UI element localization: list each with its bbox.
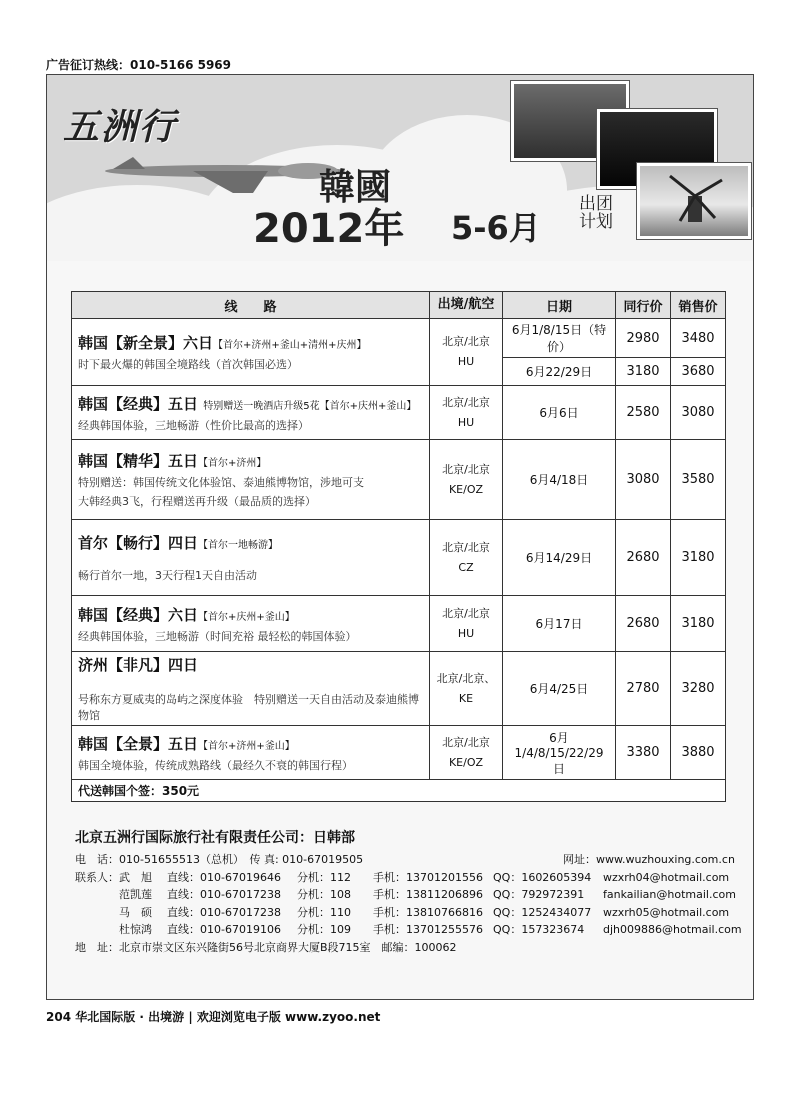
contact-ext: 分机：108 (297, 888, 351, 901)
header-sale-price: 销售价 (671, 292, 726, 319)
contact-name: 武 旭 (119, 870, 152, 884)
contact-ext: 分机：109 (297, 923, 351, 936)
website: 网址：www.wuzhouxing.com.cn (563, 853, 735, 866)
airline-route: 北京/北京 (442, 395, 490, 409)
date-cell: 6月14/29日 (503, 520, 616, 596)
route-description: 韩国全境体验，传统成熟路线（最经久不衰的韩国行程） (78, 758, 353, 772)
contact-row (75, 904, 735, 922)
route-title: 首尔【畅行】四日 (78, 534, 199, 552)
contact-line: 直线：010-67019646 (167, 870, 281, 884)
airline-cell (430, 440, 503, 520)
title-plan (579, 195, 619, 231)
route-description: 畅行首尔一地，3天行程1天自由活动 (78, 569, 257, 582)
page-footer: 204 华北国际版 · 出境游 | 欢迎浏览电子版 www.zyoo.net (46, 1010, 381, 1024)
route-title: 韩国【经典】六日 (78, 605, 199, 624)
contact-block (75, 851, 742, 956)
contact-qq: QQ：1602605394 (493, 870, 592, 884)
airplane-icon (93, 153, 355, 195)
contact-email: wzxrh04@hotmail.com (603, 870, 730, 884)
route-cell (72, 319, 430, 386)
header-airline: 出境/航空 (430, 292, 503, 319)
airline-code: CZ (458, 560, 474, 574)
table-row (72, 780, 726, 802)
airline-route: 北京/北京 (442, 606, 490, 620)
contact-mobile: 手机：13810766816 (373, 905, 483, 919)
sale-price-cell: 3180 (671, 520, 726, 596)
sale-price-cell: 3480 (671, 319, 726, 358)
contact-mobile: 手机：13701201556 (373, 870, 483, 884)
contact-line: 直线：010-67017238 (167, 888, 281, 901)
contact-qq: QQ：1252434077 (493, 905, 592, 919)
airline-route: 北京/北京 (442, 462, 490, 476)
tour-table (71, 291, 726, 802)
contact-line: 直线：010-67017238 (167, 905, 281, 919)
airline-cell (430, 726, 503, 780)
contact-name: 范凯莲 (119, 888, 152, 901)
contact-ext: 分机：112 (297, 870, 351, 884)
route-description: 经典韩国体验，三地畅游（性价比最高的选择） (78, 418, 309, 432)
title-month: 5-6月 (451, 209, 541, 247)
header-peer-price: 同行价 (616, 292, 671, 319)
route-title: 韩国【经典】五日 (78, 394, 199, 413)
airline-code: KE/OZ (448, 482, 484, 496)
table-row (72, 319, 726, 358)
airline-cell (430, 596, 503, 652)
peer-price-cell: 3380 (616, 726, 671, 780)
airline-route: 北京/北京 (442, 335, 490, 348)
table-row (72, 726, 726, 780)
phone-fax: 电 话：010-51655513（总机） 传 真: 010-67019505 (75, 853, 364, 866)
date-cell: 6月6日 (503, 386, 616, 440)
route-cell (72, 726, 430, 780)
address: 地 址：北京市崇文区东兴隆街56号北京商界大厦B段715室 邮编：100062 (75, 940, 457, 954)
sale-price-cell: 3580 (671, 440, 726, 520)
photo-windmill (637, 163, 751, 239)
visa-fee: 代送韩国个签：350元 (72, 780, 726, 802)
brand-logo: 五洲行 (63, 106, 178, 148)
contact-line: 直线：010-67019106 (167, 923, 281, 936)
date-cell: 6月22/29日 (503, 358, 616, 386)
peer-price-cell: 2780 (616, 652, 671, 726)
route-description: 特别赠送：韩国传统文化体验馆、泰迪熊博物馆，涉地可支 (78, 476, 364, 489)
airline-route: 北京/北京 (442, 735, 490, 749)
contact-name: 杜惊鸿 (119, 923, 152, 936)
route-cell (72, 386, 430, 440)
contact-qq: QQ：792972391 (493, 888, 585, 901)
title-year: 2012年 (253, 206, 405, 252)
airline-code: KE/OZ (448, 755, 484, 769)
table-row (72, 652, 726, 726)
table-row (72, 596, 726, 652)
route-cities: 【首尔+庆州+釜山】 (198, 611, 295, 623)
route-title: 济州【非凡】四日 (78, 656, 199, 674)
advertisement-page (46, 74, 754, 1000)
date-cell: 6月1/8/15日（特价） (503, 319, 616, 358)
airline-code: HU (457, 626, 475, 640)
route-title: 韩国【全景】五日 (78, 734, 199, 753)
route-cell (72, 652, 430, 726)
route-cities: 【首尔+济州】 (198, 458, 267, 469)
airline-code: HU (457, 415, 475, 429)
peer-price-cell: 2580 (616, 386, 671, 440)
peer-price-cell: 3180 (616, 358, 671, 386)
route-cities: 特别赠送一晚酒店升级5花【首尔+庆州+釜山】 (203, 400, 417, 412)
airline-cell (430, 386, 503, 440)
sale-price-cell: 3280 (671, 652, 726, 726)
route-title: 韩国【精华】五日 (78, 452, 199, 470)
contact-name: 马 硕 (119, 905, 152, 919)
route-cell (72, 520, 430, 596)
airline-cell (430, 520, 503, 596)
route-cities: 【首尔+济州+釜山】 (198, 740, 295, 752)
ad-hotline: 广告征订热线：010-5166 5969 (46, 58, 232, 72)
route-cell (72, 596, 430, 652)
airline-code: HU (457, 355, 475, 368)
windmill-icon (640, 166, 748, 236)
plan-line-2: 计划 (579, 212, 613, 232)
contact-mobile: 手机：13701255576 (373, 923, 483, 936)
contact-row (75, 869, 735, 887)
sale-price-cell: 3680 (671, 358, 726, 386)
phone-row (75, 851, 735, 869)
table-header-row (72, 292, 726, 319)
header-route: 线 路 (72, 292, 430, 319)
date-cell: 6月1/4/8/15/22/29日 (503, 726, 616, 780)
route-cities: 【首尔一地畅游】 (198, 540, 279, 551)
contact-email: wzxrh05@hotmail.com (603, 905, 730, 919)
table-row (72, 386, 726, 440)
sale-price-cell: 3880 (671, 726, 726, 780)
table-row (72, 520, 726, 596)
peer-price-cell: 2680 (616, 596, 671, 652)
header-date: 日期 (503, 292, 616, 319)
contact-ext: 分机：110 (297, 905, 351, 919)
airline-code: KE (458, 691, 474, 705)
contact-email: djh009886@hotmail.com (603, 923, 742, 936)
address-row (75, 939, 735, 957)
sale-price-cell: 3080 (671, 386, 726, 440)
contact-row (75, 921, 742, 939)
contact-email: fankailian@hotmail.com (603, 888, 736, 901)
route-description-2: 大韩经典3飞，行程赠送再升级（最品质的选择） (78, 495, 316, 508)
table-row (72, 440, 726, 520)
route-description: 时下最火爆的韩国全境路线（首次韩国必选） (78, 358, 298, 371)
peer-price-cell: 2980 (616, 319, 671, 358)
airline-route: 北京/北京、 (436, 671, 496, 685)
route-cell (72, 440, 430, 520)
title-korea: 韓國 (319, 166, 392, 208)
contact-label: 联系人： (75, 870, 119, 884)
route-description: 经典韩国体验，三地畅游（时间充裕 最轻松的韩国体验） (78, 629, 357, 643)
contact-mobile: 手机：13811206896 (373, 888, 483, 901)
route-title: 韩国【新全景】六日 (78, 334, 214, 352)
peer-price-cell: 2680 (616, 520, 671, 596)
airline-route: 北京/北京 (442, 540, 490, 554)
plan-line-1: 出团 (579, 194, 613, 214)
contact-qq: QQ：157323674 (493, 923, 585, 936)
contact-row (75, 886, 735, 904)
peer-price-cell: 3080 (616, 440, 671, 520)
route-description: 号称东方夏威夷的岛屿之深度体验 特别赠送一天自由活动及泰迪熊博物馆 (78, 693, 419, 722)
date-cell: 6月17日 (503, 596, 616, 652)
airline-cell (430, 319, 503, 386)
company-name: 北京五洲行国际旅行社有限责任公司：日韩部 (75, 830, 355, 846)
sale-price-cell: 3180 (671, 596, 726, 652)
route-cities: 【首尔+济州+釜山+清州+庆州】 (213, 340, 367, 351)
airline-cell (430, 652, 503, 726)
date-cell: 6月4/25日 (503, 652, 616, 726)
date-cell: 6月4/18日 (503, 440, 616, 520)
